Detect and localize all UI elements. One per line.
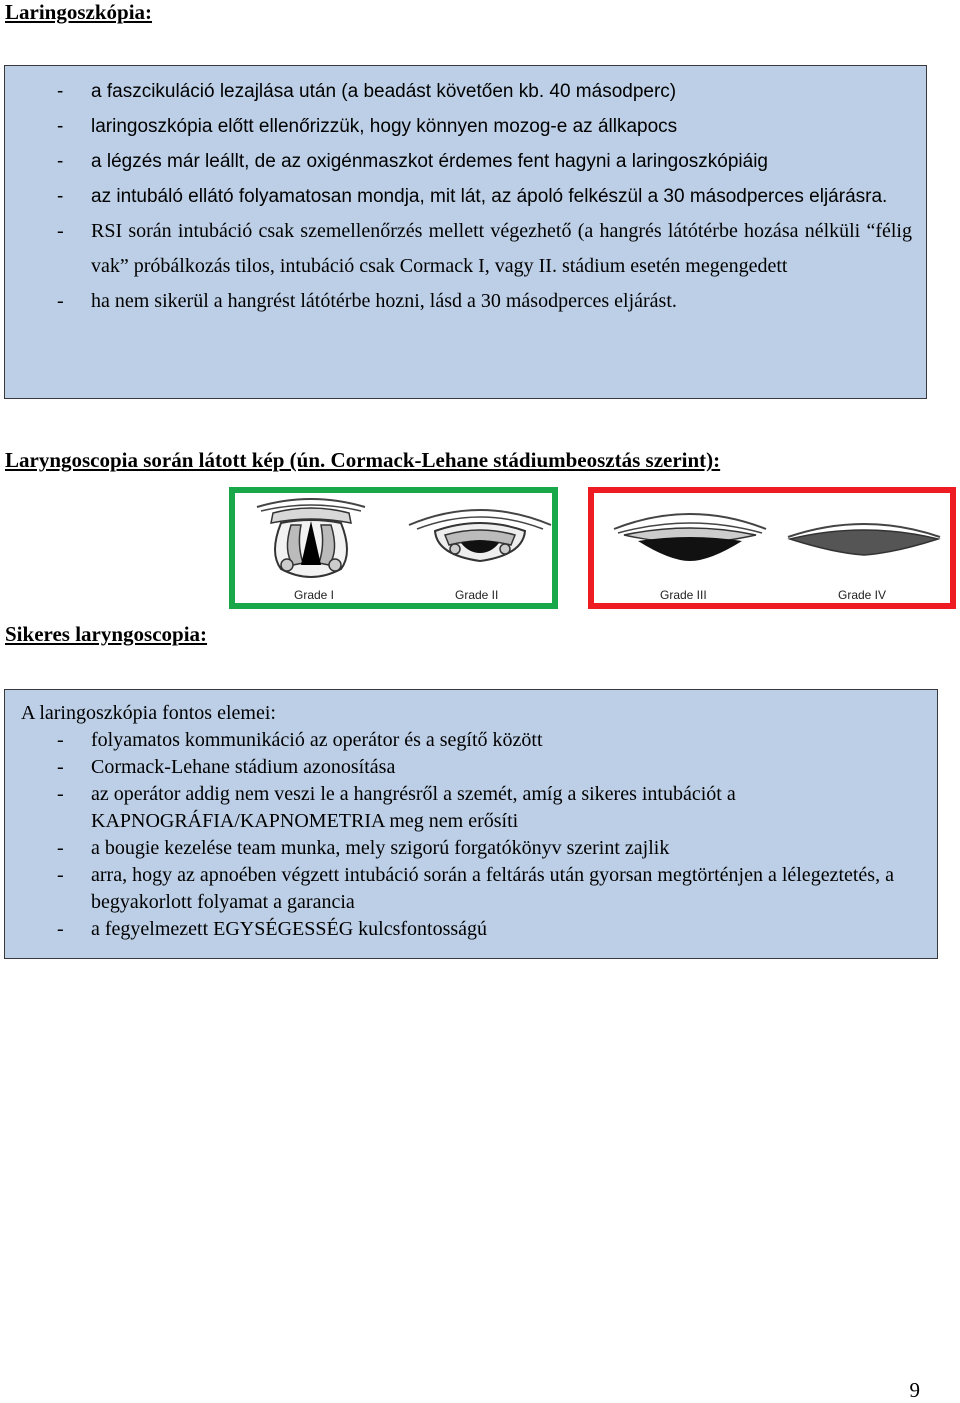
box-intro: A laringoszkópia fontos elemei: bbox=[21, 702, 276, 724]
list-item: - a faszcikuláció lezajlása után (a beadást követően kb. 40 másodperc) bbox=[57, 81, 677, 102]
page-number: 9 bbox=[909, 1378, 920, 1402]
list-item: - folyamatos kommunikáció az operátor és a segítő között bbox=[57, 729, 543, 751]
grade-ii-illustration bbox=[405, 497, 555, 577]
list-item: - Cormack-Lehane stádium azonosítása bbox=[57, 756, 396, 778]
list-item: - RSI során intubáció csak szemellenőrzés mellett végezhető (a hangrés látótérbe hozása nélküli “félig vak” próbálkozás tilos, intubáció csak Cormack I, vagy II. stádium esetén megengedett bbox=[57, 220, 912, 277]
grade-iii-label: Grade III bbox=[660, 588, 707, 602]
sikeres-laryngoscopia-box bbox=[4, 689, 938, 959]
list-item: - a légzés már leállt, de az oxigénmaszkot érdemes fent hagyni a laringoszkópiáig bbox=[57, 151, 768, 172]
grade-iv-illustration bbox=[784, 513, 944, 573]
acceptable-grades-panel bbox=[229, 487, 558, 609]
grade-ii-label: Grade II bbox=[455, 588, 499, 602]
list-item: - arra, hogy az apnoében végzett intubáció során a feltárás után gyorsan megtörténjen a lélegeztetés, a begyakorlott folyamat a garancia bbox=[57, 864, 894, 913]
list-item: - a fegyelmezett EGYSÉGESSÉG kulcsfontosságú bbox=[57, 918, 488, 940]
difficult-grades-panel bbox=[588, 487, 956, 609]
laringoszkopia-box bbox=[4, 65, 927, 399]
list-item: - az operátor addig nem veszi le a hangrésről a szemét, amíg a sikeres intubációt a KAPNOGRÁFIA/KAPNOMETRIA meg nem erősíti bbox=[57, 783, 736, 832]
sikeres-list bbox=[7, 727, 927, 943]
section-title-laringoszkopia: Laringoszkópia: bbox=[5, 0, 153, 24]
list-item: - a bougie kezelése team munka, mely szigorú forgatókönyv szerint zajlik bbox=[57, 837, 670, 859]
grade-i-illustration bbox=[251, 493, 371, 593]
grade-i-label: Grade I bbox=[294, 588, 335, 602]
list-item: - laringoszkópia előtt ellenőrizzük, hogy könnyen mozog-e az állkapocs bbox=[57, 116, 678, 137]
section-title-cormack-lehane: Laryngoscopia során látott kép (ún. Cormack-Lehane stádiumbeosztás szerint): bbox=[5, 448, 721, 472]
laringoszkopia-list bbox=[7, 74, 912, 319]
section-title-sikeres: Sikeres laryngoscopia: bbox=[5, 622, 208, 646]
grade-iii-illustration bbox=[610, 503, 770, 573]
list-item: - az intubáló ellátó folyamatosan mondja, mit lát, az ápoló felkészül a 30 másodperces eljárásra. bbox=[57, 186, 888, 207]
grade-iv-label: Grade IV bbox=[838, 588, 887, 602]
list-item: - ha nem sikerül a hangrést látótérbe hozni, lásd a 30 másodperces eljárást. bbox=[57, 290, 677, 312]
